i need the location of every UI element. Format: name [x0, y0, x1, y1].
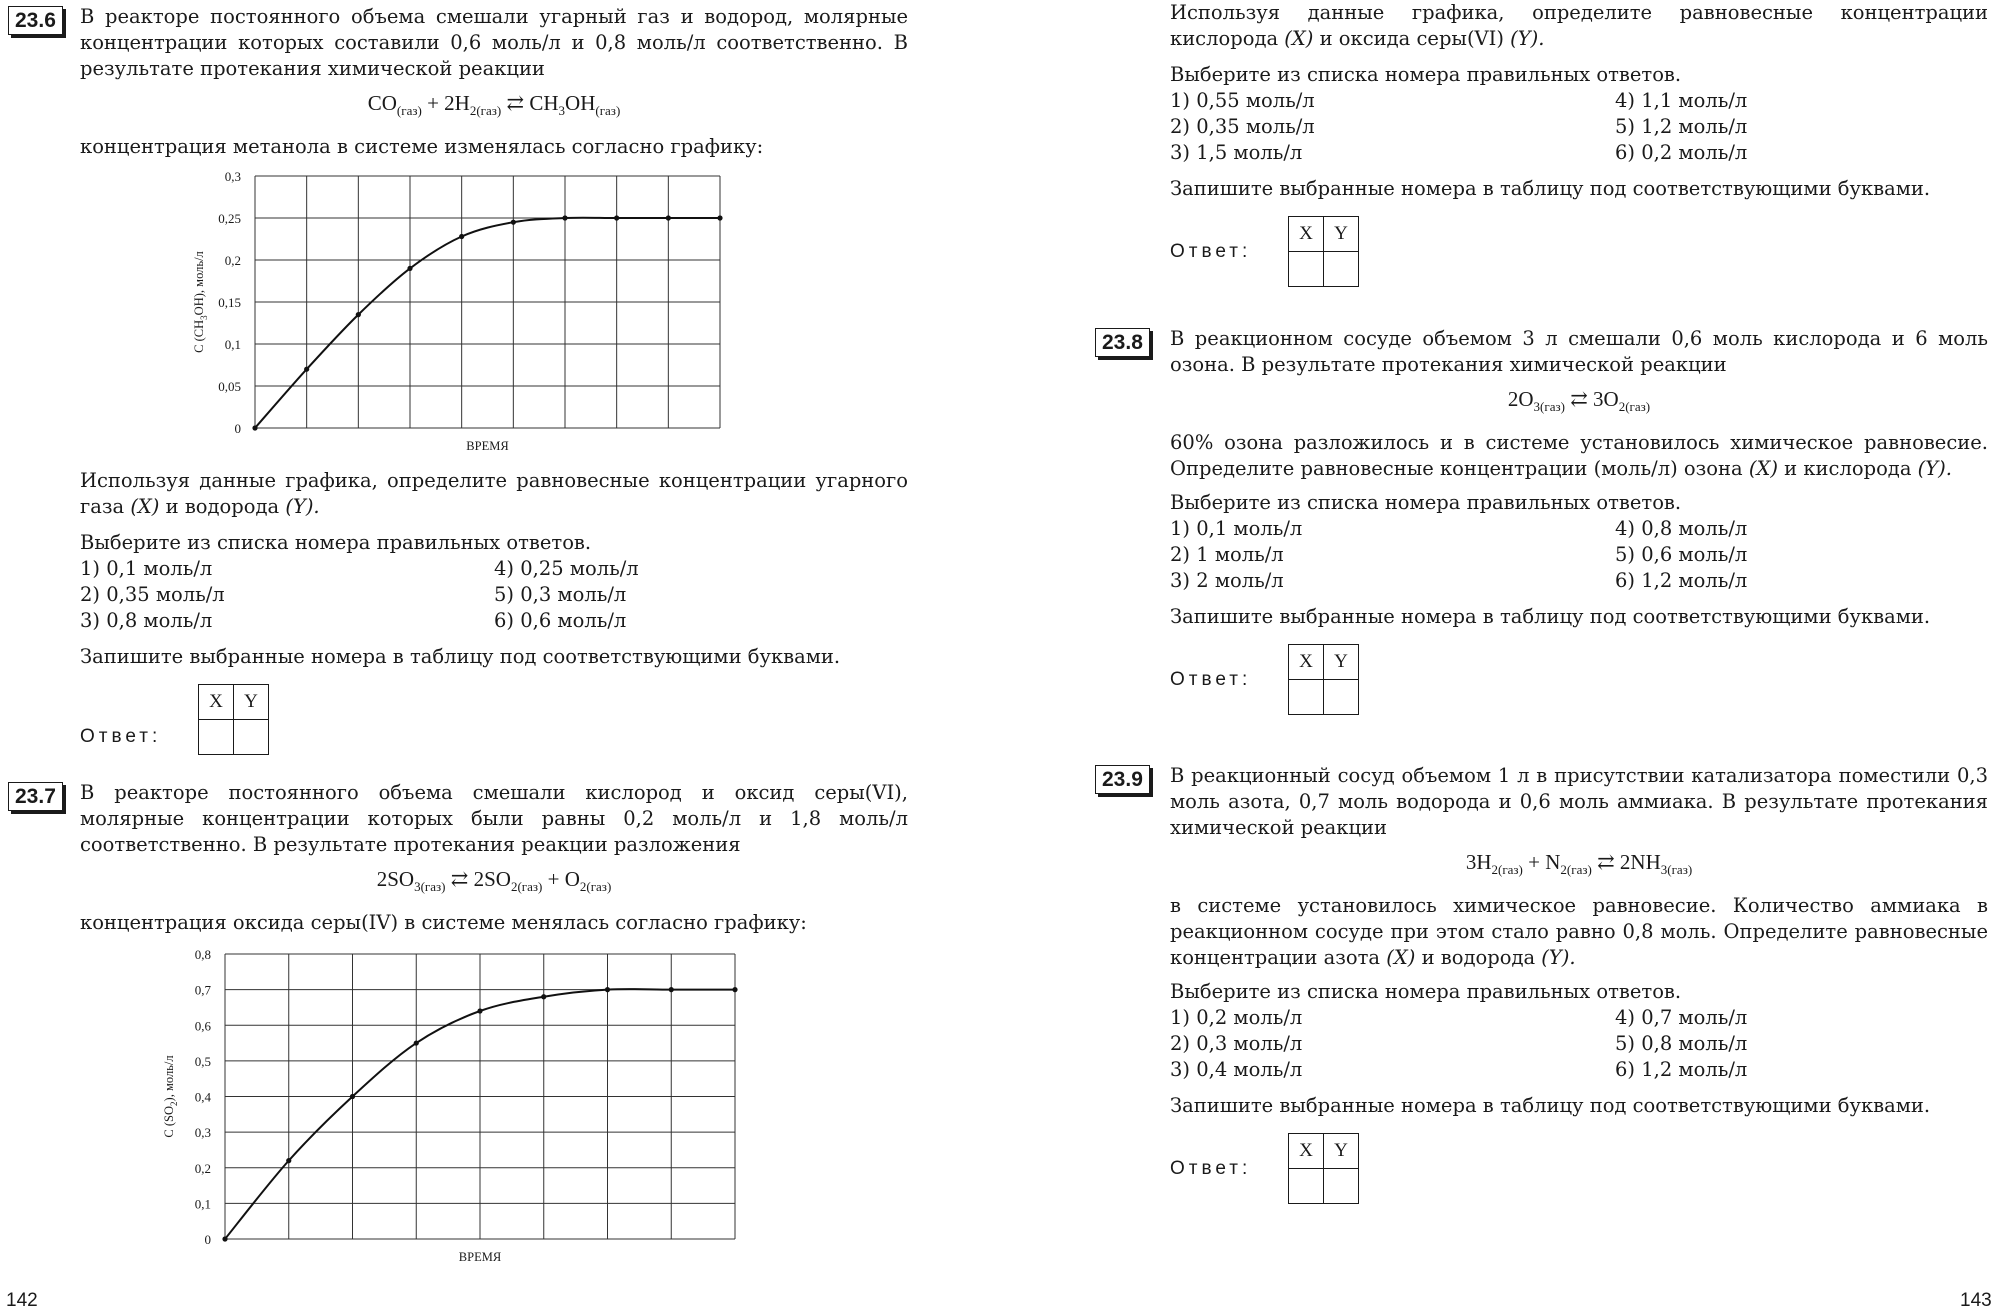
problem-intro: В реакторе постоянного объема смешали кислород и оксид серы(VI), молярные концентрации которых были равны 0,2 моль/л и 1,8 моль/л соответственно. В результате протекания реакции разложения	[80, 781, 908, 856]
problem-intro: В реакторе постоянного объема смешали угарный газ и водород, молярные концентрации которых составили 0,6 моль/л и 0,8 моль/л соответственно. В результате протекания химической реакции	[80, 5, 908, 80]
problem-23-8	[1095, 326, 1988, 715]
chart-0-x-axis-label: ВРЕМЯ	[466, 439, 509, 453]
option-1: 1) 0,1 моль/л	[1170, 517, 1303, 541]
chart-1-y-tick-label: 0,8	[194, 947, 211, 962]
chemical-equation: $2O_{3(газ)}$ ⇄ $3O_{2(газ)}$	[1507, 387, 1651, 415]
option-1: 1) 0,1 моль/л	[80, 557, 213, 580]
chart-0-series-line	[255, 218, 720, 428]
write-instruction: Запишите выбранные номера в таблицу под соответствующими буквами.	[80, 645, 841, 668]
chart-1-data-point	[605, 987, 610, 992]
answer-col-y: Y	[234, 685, 269, 720]
answer-col-x: X	[1289, 1134, 1324, 1169]
page-number: 143	[1960, 1290, 1992, 1311]
answer-label: Ответ:	[80, 725, 162, 747]
answer-cell-x[interactable]	[1289, 252, 1324, 287]
chart-1-x-axis-label: ВРЕМЯ	[458, 1250, 502, 1264]
answer-row	[1170, 644, 1988, 715]
problem-number: 23.7	[8, 782, 63, 811]
so2-concentration-chart	[160, 942, 760, 1272]
choose-text: Выберите из списка номера правильных ответов.	[1170, 63, 1682, 86]
option-1: 1) 0,55 моль/л	[1170, 89, 1315, 112]
page-number: 142	[6, 1290, 38, 1311]
problem-intro: В реакционном сосуде объемом 3 л смешали 0,6 моль кислорода и 6 моль озона. В результате протекания химической реакции	[1170, 327, 1988, 376]
option-4: 4) 0,7 моль/л	[1615, 1006, 1748, 1030]
chart-1-y-tick-label: 0,2	[194, 1160, 211, 1176]
chart-1-y-tick-label: 0,3	[194, 1125, 211, 1141]
answer-col-x: X	[199, 685, 234, 720]
option-4: 4) 0,8 моль/л	[1615, 517, 1748, 541]
option-6: 6) 1,2 моль/л	[1615, 1058, 1748, 1082]
chart-1-data-point	[669, 987, 674, 992]
chart-1-data-point	[222, 1236, 227, 1241]
problem-23-7	[8, 780, 908, 936]
problem-23-6-questions	[80, 468, 908, 755]
graph-caption: концентрация оксида серы(IV) в системе менялась согласно графику:	[80, 911, 807, 935]
option-5: 5) 0,8 моль/л	[1615, 1032, 1748, 1056]
answer-col-y: Y	[1324, 1134, 1359, 1169]
option-3: 3) 2 моль/л	[1170, 569, 1284, 593]
chart-0-y-tick-label: 0,25	[218, 211, 241, 226]
chart-0-data-point	[304, 367, 309, 372]
chart-0-data-point	[407, 266, 412, 271]
answer-table	[1288, 216, 1359, 287]
chart-0-data-point	[511, 220, 516, 225]
chart-1-data-point	[477, 1008, 482, 1013]
answer-label: Ответ:	[1170, 668, 1252, 690]
chart-0-data-point	[614, 215, 619, 220]
answer-cell-y[interactable]	[1324, 1169, 1359, 1204]
option-5: 5) 0,3 моль/л	[494, 583, 627, 606]
chart-1-y-tick-label: 0,4	[194, 1089, 211, 1105]
choose-text: Выберите из списка номера правильных ответов.	[1170, 491, 1682, 515]
chart-1-y-tick-label: 0	[204, 1232, 211, 1247]
answer-table	[198, 684, 269, 755]
option-5: 5) 1,2 моль/л	[1615, 115, 1748, 138]
methanol-concentration-chart	[160, 160, 740, 460]
answer-label: Ответ:	[1170, 1157, 1252, 1179]
problem-23-6	[8, 4, 908, 160]
chart-1-y-tick-label: 0,7	[194, 982, 211, 998]
option-2: 2) 0,35 моль/л	[80, 583, 225, 606]
answer-col-x: X	[1289, 217, 1324, 252]
chart-methanol	[160, 160, 740, 464]
chart-1-y-axis-label: C $(SO_2)$, моль/л	[162, 1055, 179, 1138]
question-text: в системе установилось химическое равновесие. Количество аммиака в реакционном сосуде при этом стало равно 0,8 моль. Определите равновесные концентрации азота (X) и водорода (Y).	[1170, 894, 1988, 970]
answer-cell-x[interactable]	[1289, 1169, 1324, 1204]
answer-cell-y[interactable]	[1324, 252, 1359, 287]
answer-row	[1170, 1133, 1988, 1204]
answer-row	[1170, 216, 1988, 287]
chart-sulfur-dioxide	[160, 942, 760, 1276]
chart-0-data-point	[666, 215, 671, 220]
answer-col-x: X	[1289, 645, 1324, 680]
chart-0-data-point	[252, 425, 257, 430]
chemical-equation: $3H_{2(газ)} + N_{2(газ)}$ ⇄ $2NH_{3(газ)}$	[1465, 850, 1693, 878]
option-2: 2) 0,35 моль/л	[1170, 115, 1315, 138]
option-1: 1) 0,2 моль/л	[1170, 1006, 1303, 1030]
chart-0-data-point	[717, 215, 722, 220]
graph-caption: концентрация метанола в системе изменялась согласно графику:	[80, 135, 764, 159]
write-instruction: Запишите выбранные номера в таблицу под соответствующими буквами.	[1170, 605, 1931, 629]
chart-1-data-point	[286, 1158, 291, 1163]
question-text: 60% озона разложилось и в системе установилось химическое равновесие. Определите равновесные концентрации (моль/л) озона (X) и кислорода (Y).	[1170, 431, 1988, 481]
answer-cell-x[interactable]	[199, 720, 234, 755]
problem-intro: В реакционный сосуд объемом 1 л в присутствии катализатора поместили 0,3 моль азота, 0,7 моль водорода и 0,6 моль аммиака. В результате протекания химической реакции	[1170, 764, 1988, 839]
answer-row	[80, 684, 908, 755]
options-list	[1170, 88, 1988, 166]
chart-1-data-point	[350, 1094, 355, 1099]
answer-table	[1288, 644, 1359, 715]
chart-0-data-point	[459, 234, 464, 239]
chart-1-data-point	[541, 994, 546, 999]
chart-1-data-point	[732, 987, 737, 992]
right-page	[1090, 0, 2000, 1311]
answer-col-y: Y	[1324, 217, 1359, 252]
answer-cell-y[interactable]	[234, 720, 269, 755]
problem-number: 23.9	[1095, 765, 1150, 794]
chart-0-y-tick-label: 0,1	[224, 337, 241, 352]
chart-0-data-point	[562, 215, 567, 220]
problem-number: 23.8	[1095, 328, 1150, 357]
option-4: 4) 1,1 моль/л	[1615, 89, 1748, 112]
chart-0-data-point	[356, 312, 361, 317]
chart-1-data-point	[414, 1040, 419, 1045]
chemical-equation: $2SO_{3(газ)}$ ⇄ $2SO_{2(газ)} + O_{2(газ)}$	[376, 867, 612, 895]
write-instruction: Запишите выбранные номера в таблицу под соответствующими буквами.	[1170, 1094, 1931, 1118]
option-2: 2) 0,3 моль/л	[1170, 1032, 1303, 1056]
answer-label: Ответ:	[1170, 240, 1252, 262]
option-6: 6) 1,2 моль/л	[1615, 569, 1748, 593]
chart-1-y-tick-label: 0,6	[194, 1018, 211, 1034]
option-2: 2) 1 моль/л	[1170, 543, 1284, 567]
chart-0-y-axis-label: C $(CH_3OH)$, моль/л	[192, 251, 209, 353]
option-5: 5) 0,6 моль/л	[1615, 543, 1748, 567]
problem-number: 23.6	[8, 6, 63, 35]
choose-text: Выберите из списка номера правильных ответов.	[1170, 980, 1682, 1004]
write-instruction: Запишите выбранные номера в таблицу под соответствующими буквами.	[1170, 177, 1931, 200]
option-6: 6) 0,6 моль/л	[494, 609, 627, 632]
option-3: 3) 0,4 моль/л	[1170, 1058, 1303, 1082]
left-page	[0, 0, 920, 1311]
problem-23-7-questions	[1170, 0, 1988, 287]
option-3: 3) 1,5 моль/л	[1170, 141, 1303, 164]
chart-1-y-tick-label: 0,5	[194, 1053, 211, 1069]
chart-0-y-tick-label: 0,05	[218, 379, 241, 394]
chart-0-y-tick-label: 0,3	[224, 169, 241, 184]
question-text: Используя данные графика, определите равновесные концентрации угарного газа (X) и водорода (Y).	[80, 469, 908, 518]
question-text: Используя данные графика, определите равновесные концентрации кислорода (X) и оксида серы(VI) (Y).	[1170, 1, 1988, 50]
option-3: 3) 0,8 моль/л	[80, 609, 213, 632]
answer-cell-y[interactable]	[1324, 680, 1359, 715]
options-list	[1170, 516, 1988, 594]
chart-0-y-tick-label: 0,2	[224, 253, 241, 268]
answer-table	[1288, 1133, 1359, 1204]
chemical-equation: $CO_{(газ)} + 2H_{2(газ)}$ ⇄ $CH_3OH_{(газ)}$	[367, 91, 621, 119]
options-list	[1170, 1005, 1988, 1083]
problem-23-9	[1095, 763, 1988, 1204]
chart-1-y-tick-label: 0,1	[194, 1196, 211, 1212]
option-4: 4) 0,25 моль/л	[494, 557, 639, 580]
answer-cell-x[interactable]	[1289, 680, 1324, 715]
choose-text: Выберите из списка номера правильных ответов.	[80, 531, 592, 554]
options-list	[80, 556, 908, 634]
chart-0-y-tick-label: 0,15	[218, 295, 241, 310]
option-6: 6) 0,2 моль/л	[1615, 141, 1748, 164]
chart-0-y-tick-label: 0	[234, 421, 241, 436]
answer-col-y: Y	[1324, 645, 1359, 680]
